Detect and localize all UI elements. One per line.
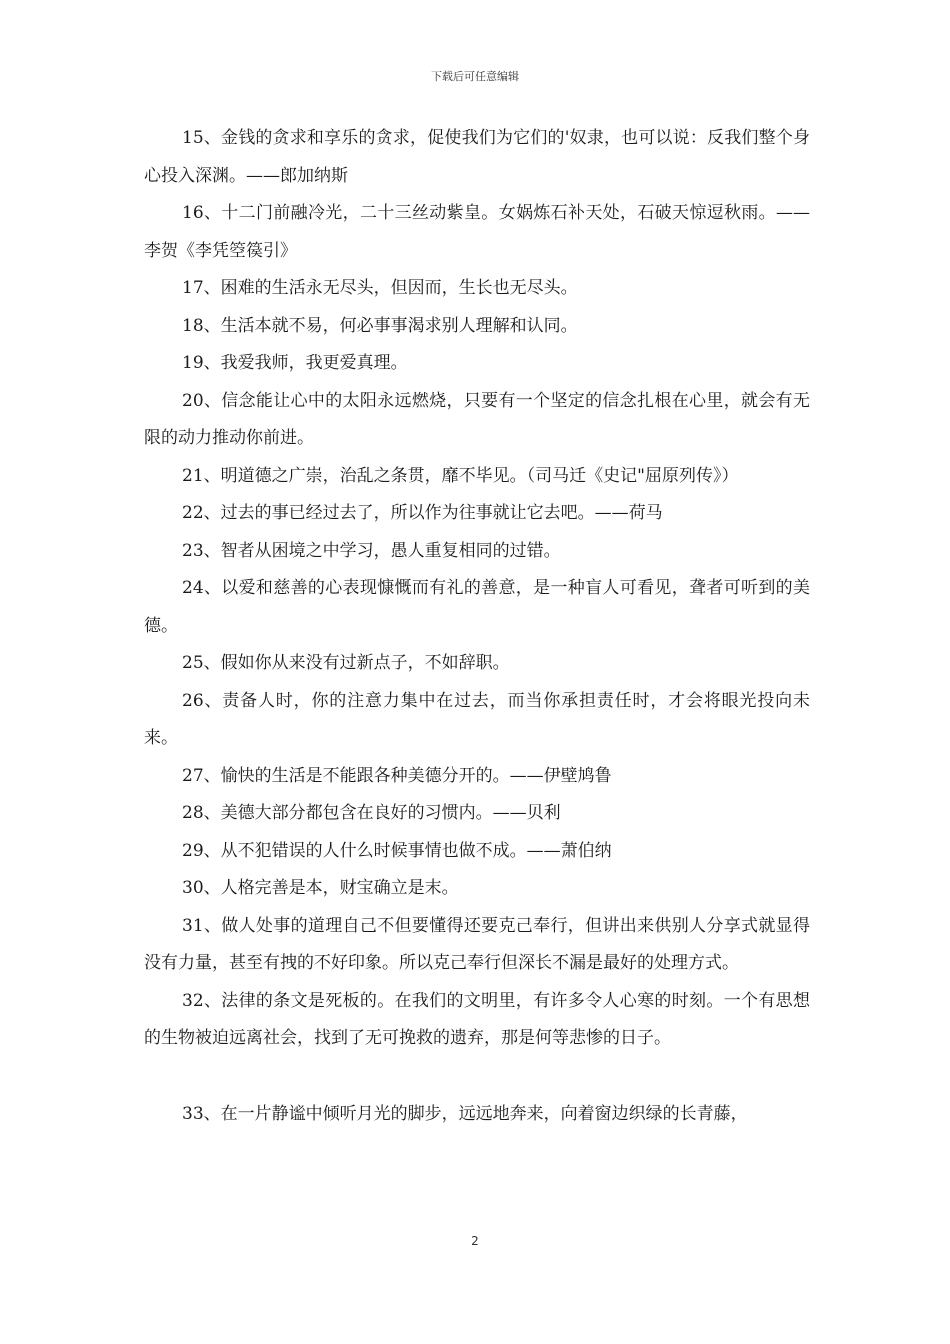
quote-29: 29、从不犯错误的人什么时候事情也做不成。——萧伯纳 xyxy=(182,840,612,861)
document-body xyxy=(144,120,810,1133)
quote-27: 27、愉快的生活是不能跟各种美德分开的。——伊壁鸠鲁 xyxy=(182,765,612,786)
quote-33: 33、在一片静谧中倾听月光的脚步，远远地奔来，向着窗边织绿的长青藤， xyxy=(182,1103,748,1124)
quote-18: 18、生活本就不易，何必事事渴求别人理解和认同。 xyxy=(182,315,578,336)
quote-17: 17、困难的生活永无尽头，但因而，生长也无尽头。 xyxy=(182,278,578,298)
quote-32: 32、法律的条文是死板的。在我们的文明里，有许多令人心寒的时刻。一个有思想的生物被迫远离社会，找到了无可挽救的遗弃，那是何等悲惨的日子。 xyxy=(144,990,810,1048)
quote-19: 19、我爱我师，我更爱真理。 xyxy=(182,353,408,373)
quote-15: 15、金钱的贪求和享乐的贪求，促使我们为它们的'奴隶，也可以说：反我们整个身心投入深渊。——郎加纳斯 xyxy=(144,128,810,186)
quote-23: 23、智者从困境之中学习，愚人重复相同的过错。 xyxy=(182,540,561,561)
page-header: 下载后可任意编辑 xyxy=(431,70,519,83)
quote-24: 24、以爱和慈善的心表现慷慨而有礼的善意，是一种盲人可看见，聋者可听到的美德。 xyxy=(144,578,810,636)
quote-22: 22、过去的事已经过去了，所以作为往事就让它去吧。——荷马 xyxy=(182,503,663,523)
quote-30: 30、人格完善是本，财宝确立是末。 xyxy=(182,878,459,898)
quote-31: 31、做人处事的道理自己不但要懂得还要克己奉行，但讲出来供别人分享式就显得没有力量，甚至有拽的不好印象。所以克己奉行但深长不漏是最好的处理方式。 xyxy=(144,915,810,973)
quote-16: 16、十二门前融冷光，二十三丝动紫皇。女娲炼石补天处，石破天惊逗秋雨。——李贺《李凭箜篌引》 xyxy=(144,203,810,261)
quote-21: 21、明道德之广崇，治乱之条贯，靡不毕见。（司马迁《史记"屈原列传》） xyxy=(182,465,739,486)
page-number: 2 xyxy=(471,1234,479,1248)
quote-26: 26、责备人时，你的注意力集中在过去，而当你承担责任时，才会将眼光投向未来。 xyxy=(144,690,810,748)
quote-25: 25、假如你从来没有过新点子，不如辞职。 xyxy=(182,653,510,673)
quote-20: 20、信念能让心中的太阳永远燃烧，只要有一个坚定的信念扎根在心里，就会有无限的动力推动你前进。 xyxy=(144,390,810,448)
quote-28: 28、美德大部分都包含在良好的习惯内。——贝利 xyxy=(182,803,561,823)
